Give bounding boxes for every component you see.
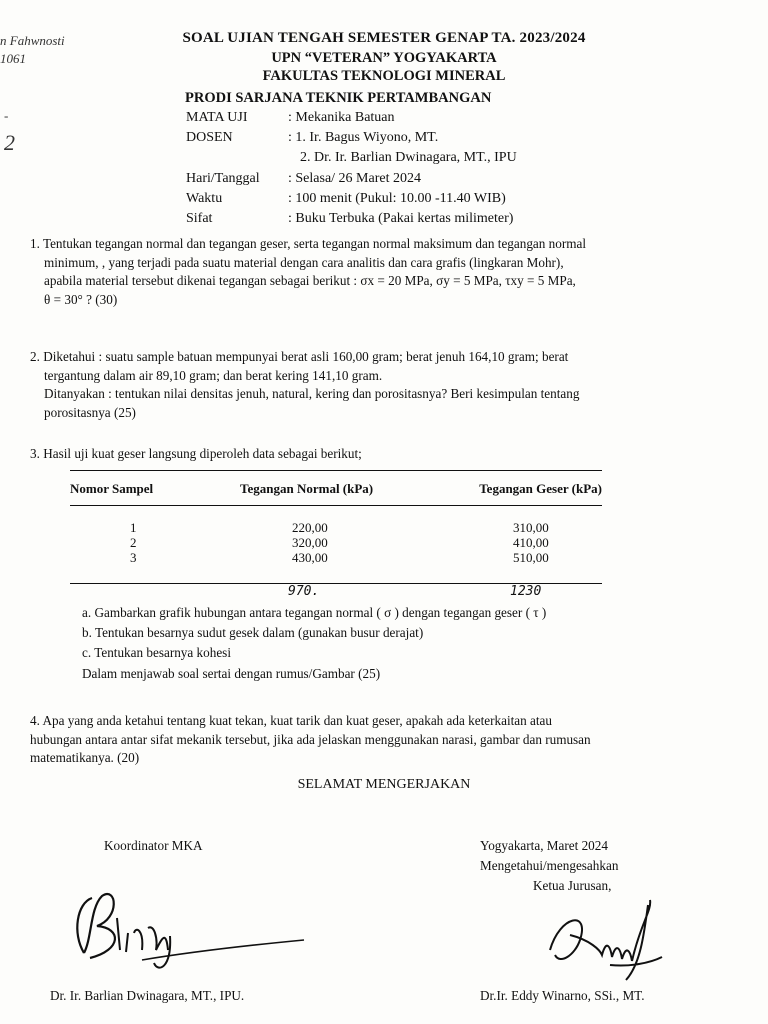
table-header-cell: Tegangan Normal (kPa) [240, 471, 455, 506]
table-cell: 1 [130, 520, 137, 535]
info-value: : 100 menit (Pukul: 10.00 -11.40 WIB) [288, 191, 506, 206]
left-signature-image [62, 878, 312, 973]
question-3-item-a: a. Gambarkan grafik hubungan antara tegangan normal ( σ ) dengan tegangan geser ( τ ) [82, 605, 547, 620]
question-1-line: minimum, , yang terjadi pada suatu material dengan cara analitis dan cara grafis (lingkaran Mohr), [44, 254, 564, 270]
question-1-line: θ = 30° ? (30) [44, 291, 118, 307]
margin-note-name: n Fahwnosti [0, 33, 65, 48]
question-3-intro: 3. Hasil uji kuat geser langsung diperoleh data sebagai berikut; [30, 446, 362, 461]
question-4 [30, 712, 730, 768]
question-1-line: 1. Tentukan tegangan normal dan tegangan geser, serta tegangan normal maksimum dan tegangan normal [30, 236, 587, 251]
info-key: Sifat [186, 211, 213, 226]
info-key: DOSEN [186, 130, 233, 145]
table-cell: 430,00 [292, 550, 328, 565]
info-key: MATA UJI [186, 110, 248, 125]
right-approval-line: Mengetahui/mengesahkan [480, 858, 619, 873]
info-row-subject [186, 110, 395, 126]
faculty-name: FAKULTAS TEKNOLOGI MINERAL [262, 68, 506, 84]
question-4-line: 4. Apa yang anda ketahui tentang kuat tekan, kuat tarik dan kuat geser, apakah ada keterkaitan atau [30, 713, 552, 728]
table-cell: 220,00 [292, 520, 328, 535]
question-1-line: apabila material tersebut dikenai tegangan sebagai berikut : σx = 20 MPa, σy = 5 MPa, τxy = 5 MPa, [44, 273, 576, 288]
info-row-date [186, 171, 421, 187]
info-row-lecturer-2 [186, 150, 517, 166]
left-signatory-title: Koordinator MKA [104, 838, 203, 853]
info-value: : Buku Terbuka (Pakai kertas milimeter) [288, 211, 514, 226]
question-1 [30, 235, 730, 309]
table-header-cell: Tegangan Geser (kPa) [455, 471, 602, 506]
question-4-line: hubungan antara antar sifat mekanik tersebut, jika ada jelaskan menggunakan narasi, gambar dan rumusan [30, 731, 591, 747]
info-row-lecturer [186, 130, 438, 146]
table-row [70, 520, 602, 535]
info-row-time [186, 191, 506, 207]
table-header-cell: Nomor Sampel [70, 471, 240, 506]
table-row [70, 535, 602, 550]
program-name: PRODI SARJANA TEKNIK PERTAMBANGAN [185, 90, 492, 106]
margin-note-dash: - [4, 108, 9, 123]
margin-note-number: 1061 [0, 51, 26, 66]
info-value: : Mekanika Batuan [288, 110, 395, 125]
question-2-line: tergantung dalam air 89,10 gram; dan berat kering 141,10 gram. [44, 367, 383, 383]
question-2-line: 2. Diketahui : suatu sample batuan mempunyai berat asli 160,00 gram; berat jenuh 164,10 gram; berat [30, 349, 569, 364]
right-place-date: Yogyakarta, Maret 2024 [480, 838, 608, 853]
info-value: : Selasa/ 26 Maret 2024 [288, 171, 421, 186]
question-2-line: Ditanyakan : tentukan nilai densitas jenuh, natural, kering dan porositasnya? Beri kesimpulan tentang [44, 386, 580, 401]
right-signatory-title: Ketua Jurusan, [533, 878, 612, 893]
question-3-item-b: b. Tentukan besarnya sudut gesek dalam (gunakan busur derajat) [82, 625, 424, 640]
right-signatory-name: Dr.Ir. Eddy Winarno, SSi., MT. [480, 988, 645, 1003]
margin-note-digit: 2 [4, 130, 15, 155]
table-cell: 2 [130, 535, 137, 550]
info-row-type [186, 211, 513, 227]
table-cell: 510,00 [513, 550, 549, 565]
right-signature-image [540, 895, 670, 985]
table-header-row [70, 471, 602, 506]
handwritten-sum-shear: 1230 [510, 584, 542, 599]
shear-test-table [70, 470, 602, 565]
info-key: Hari/Tanggal [186, 171, 260, 186]
info-key: Waktu [186, 191, 223, 206]
left-signatory-name: Dr. Ir. Barlian Dwinagara, MT., IPU. [50, 988, 245, 1003]
handwritten-sum-normal: 970. [288, 584, 320, 599]
question-3-note: Dalam menjawab soal sertai dengan rumus/Gambar (25) [82, 666, 381, 681]
question-3-item-c: c. Tentukan besarnya kohesi [82, 645, 231, 660]
info-value: : 1. Ir. Bagus Wiyono, MT. [288, 130, 439, 145]
closing-text: SELAMAT MENGERJAKAN [297, 777, 471, 792]
table-cell: 3 [130, 550, 137, 565]
question-2-line: porositasnya (25) [44, 404, 136, 420]
table-row [70, 550, 602, 565]
exam-title: SOAL UJIAN TENGAH SEMESTER GENAP TA. 2023/2024 [182, 30, 586, 46]
info-value: 2. Dr. Ir. Barlian Dwinagara, MT., IPU [300, 150, 517, 165]
table-cell: 310,00 [513, 520, 549, 535]
question-2 [30, 348, 730, 422]
table-cell: 410,00 [513, 535, 549, 550]
table-cell: 320,00 [292, 535, 328, 550]
university-name: UPN “VETERAN” YOGYAKARTA [271, 50, 497, 66]
question-4-line: matematikanya. (20) [30, 750, 140, 765]
